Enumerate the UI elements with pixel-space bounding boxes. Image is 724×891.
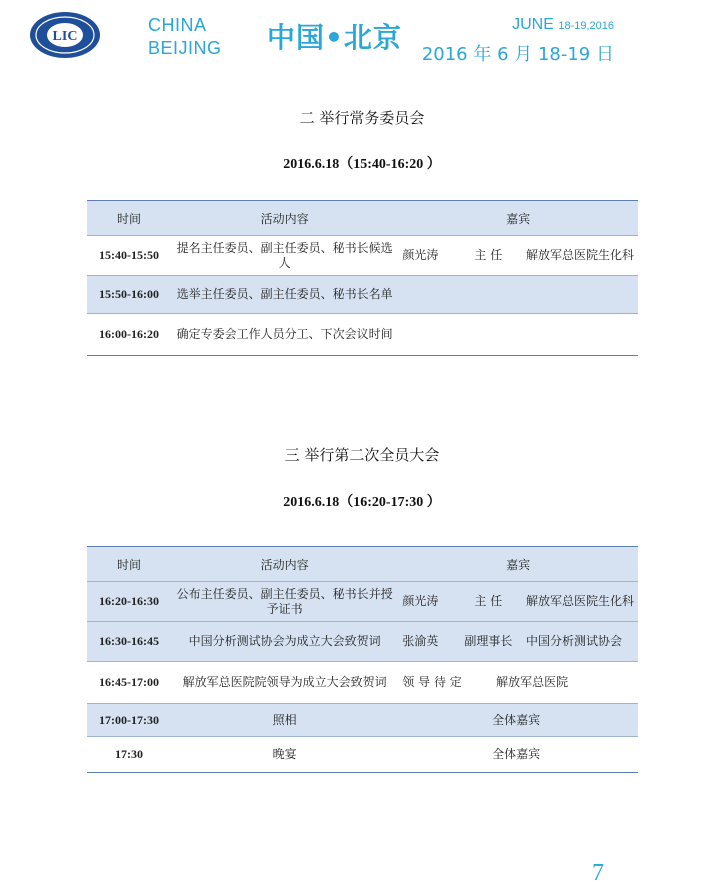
guest-cell: 全体嘉宾	[398, 704, 638, 737]
guest-cell	[398, 236, 638, 276]
time-cell: 17:30	[87, 737, 171, 773]
activity-cell: 确定专委会工作人员分工、下次会议时间	[171, 314, 398, 356]
chinese-location: 中国•北京	[267, 21, 402, 54]
activity-cell: 晚宴	[171, 737, 398, 773]
english-city: BEIJING	[148, 38, 222, 58]
column-header-guest: 嘉宾	[398, 547, 638, 582]
section-2-date: 2016.6.18（15:40-16:20 ）	[283, 157, 441, 172]
time-cell: 15:40-15:50	[87, 236, 171, 276]
activity-cell: 中国分析测试协会为成立大会致贺词	[171, 622, 398, 662]
guest-organization: 解放军总医院生化科	[525, 248, 634, 262]
section-2-schedule-table	[87, 200, 638, 356]
english-location	[148, 14, 222, 60]
time-cell: 16:20-16:30	[87, 582, 171, 622]
guest-cell	[398, 582, 638, 622]
guest-cell: 全体嘉宾	[398, 737, 638, 773]
activity-cell: 提名主任委员、副主任委员、秘书长候选人	[171, 236, 398, 276]
guest-role: 副理事长	[464, 634, 513, 648]
table-row	[87, 276, 638, 314]
table-row	[87, 737, 638, 773]
english-days-year: 18-19,2016	[558, 20, 614, 32]
table-row	[87, 662, 638, 704]
column-header-time: 时间	[87, 547, 171, 582]
table-row	[87, 236, 638, 276]
guest-role: 主 任	[474, 248, 503, 262]
section-3-date: 2016.6.18（16:20-17:30 ）	[283, 495, 441, 510]
table-header-row	[87, 547, 638, 582]
table-row	[87, 704, 638, 737]
guest-name: 颜光涛	[402, 248, 439, 262]
column-header-activity: 活动内容	[171, 547, 398, 582]
activity-cell: 公布主任委员、副主任委员、秘书长并授予证书	[171, 582, 398, 622]
english-date	[512, 16, 614, 34]
english-month: JUNE	[512, 16, 554, 33]
table-row	[87, 622, 638, 662]
section-3-schedule-table	[87, 546, 638, 773]
time-cell: 16:45-17:00	[87, 662, 171, 704]
association-logo	[28, 10, 102, 60]
column-header-time: 时间	[87, 201, 171, 236]
table-row	[87, 582, 638, 622]
page-header	[0, 0, 724, 70]
logo-lettering: LIC	[52, 29, 78, 44]
guest-cell	[398, 276, 638, 314]
guest-name: 颜光涛	[402, 594, 439, 608]
english-country: CHINA	[148, 15, 207, 35]
guest-organization: 中国分析测试协会	[525, 634, 622, 648]
guest-role: 主 任	[474, 594, 503, 608]
guest-organization: 解放军总医院	[496, 675, 569, 689]
time-cell: 15:50-16:00	[87, 276, 171, 314]
guest-organization: 解放军总医院生化科	[525, 594, 634, 608]
activity-cell: 选举主任委员、副主任委员、秘书长名单	[171, 276, 398, 314]
time-cell: 16:00-16:20	[87, 314, 171, 356]
chinese-date: 2016 年 6 月 18-19 日	[421, 44, 614, 65]
activity-cell: 照相	[171, 704, 398, 737]
activity-cell: 解放军总医院院领导为成立大会致贺词	[171, 662, 398, 704]
column-header-guest: 嘉宾	[398, 201, 638, 236]
section-3-title: 三 举行第二次全员大会	[284, 446, 440, 464]
guest-cell	[398, 314, 638, 356]
time-cell: 17:00-17:30	[87, 704, 171, 737]
guest-name: 领 导 待 定	[402, 675, 462, 689]
table-row	[87, 314, 638, 356]
guest-name: 张渝英	[402, 634, 439, 648]
guest-cell	[398, 662, 638, 704]
time-cell: 16:30-16:45	[87, 622, 171, 662]
table-header-row	[87, 201, 638, 236]
guest-cell	[398, 622, 638, 662]
section-2-title: 二 举行常务委员会	[299, 109, 425, 127]
page-number: 7	[592, 860, 604, 886]
column-header-activity: 活动内容	[171, 201, 398, 236]
